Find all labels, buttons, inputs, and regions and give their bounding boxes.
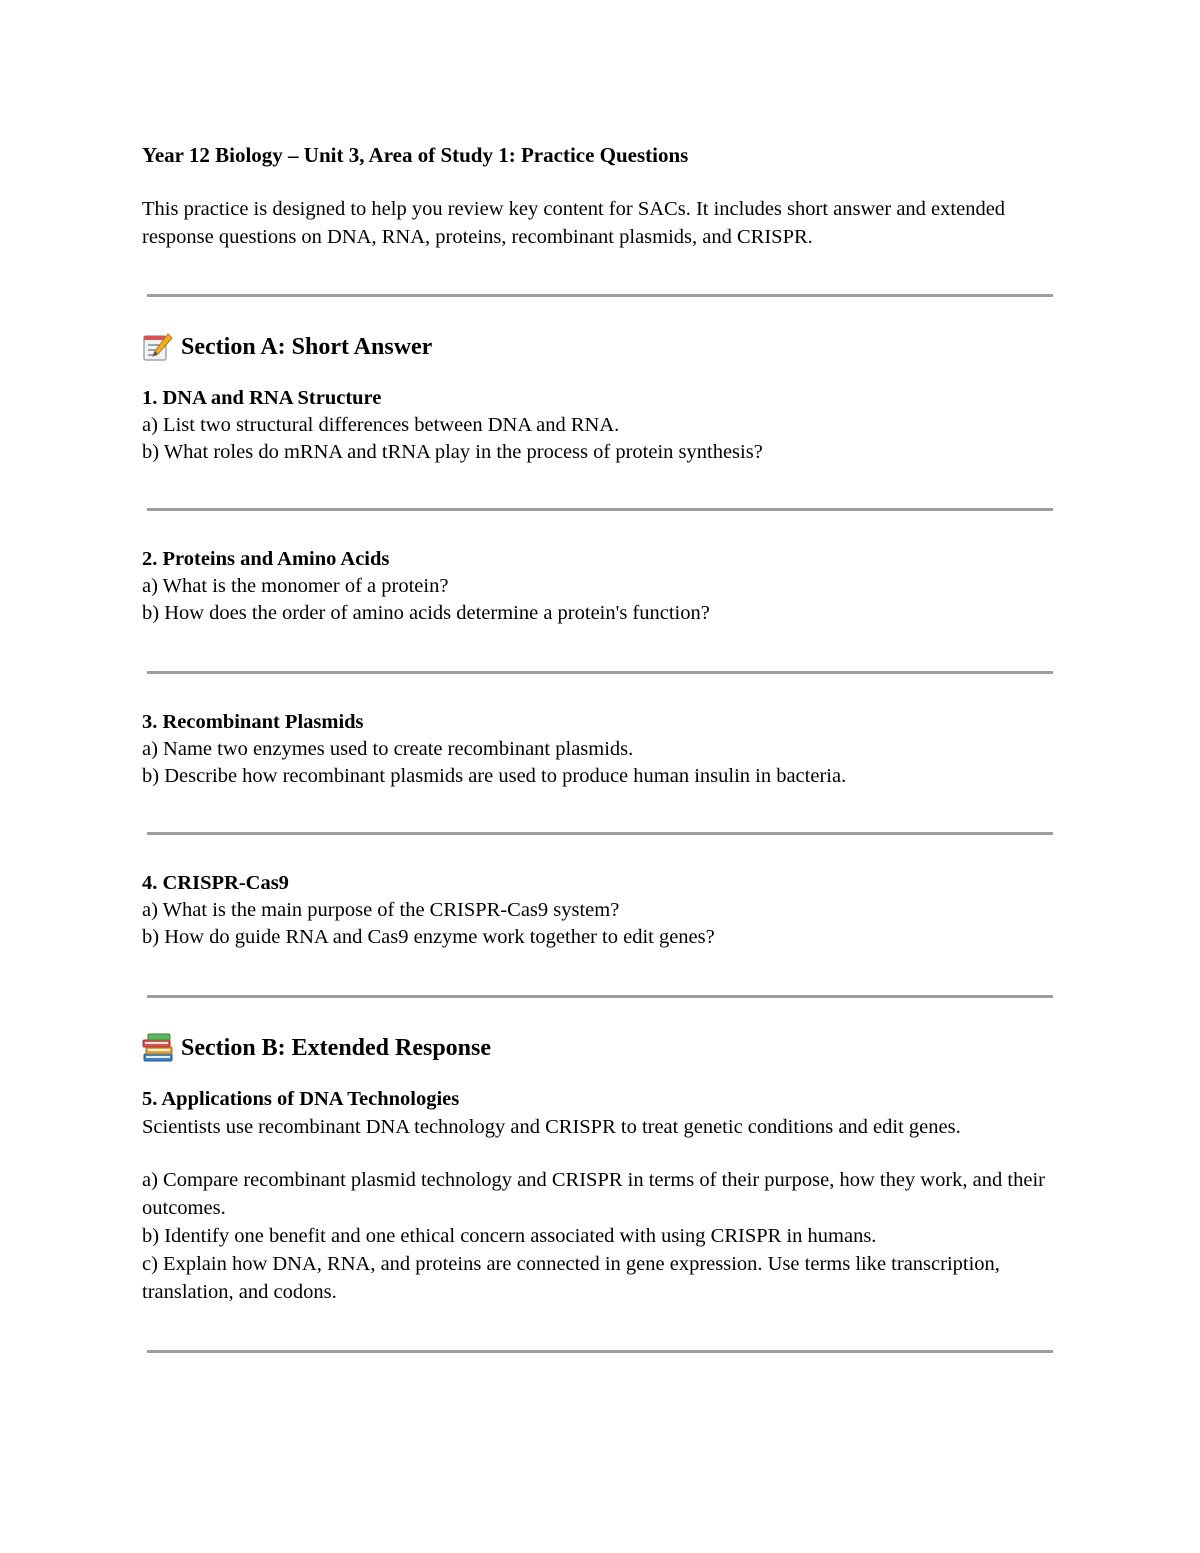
question-title: 4. CRISPR-Cas9 [142,872,289,894]
section-b-heading [142,1032,1054,1064]
horizontal-rule [147,832,1053,835]
question-4 [142,870,1054,951]
question-part: c) Explain how DNA, RNA, and proteins are connected in gene expression. Use terms like transcription, translation, and codons. [142,1253,1000,1303]
question-title: 1. DNA and RNA Structure [142,387,382,409]
question-part: b) Describe how recombinant plasmids are used to produce human insulin in bacteria. [142,765,847,787]
question-part: b) How do guide RNA and Cas9 enzyme work together to edit genes? [142,926,715,948]
section-a-heading [142,331,1054,363]
horizontal-rule [147,671,1053,674]
document-intro: This practice is designed to help you review key content for SACs. It includes short answer and extended response questions on DNA, RNA, proteins, recombinant plasmids, and CRISPR. [142,198,1006,248]
question-3 [142,709,1054,790]
horizontal-rule [147,294,1053,297]
document-page [142,140,1054,1353]
question-5 [142,1086,1054,1306]
question-part: b) How does the order of amino acids determine a protein's function? [142,602,710,624]
question-part: b) Identify one benefit and one ethical concern associated with using CRISPR in humans. [142,1225,877,1247]
horizontal-rule [147,995,1053,998]
horizontal-rule [147,508,1053,511]
question-part: a) Compare recombinant plasmid technology and CRISPR in terms of their purpose, how they work, and their outcomes. [142,1169,1045,1219]
question-stem: Scientists use recombinant DNA technology and CRISPR to treat genetic conditions and edit genes. [142,1116,961,1138]
document-title: Year 12 Biology – Unit 3, Area of Study 1: Practice Questions [142,143,689,167]
memo-icon [142,332,174,362]
question-1 [142,385,1054,466]
horizontal-rule [147,1350,1053,1353]
question-title: 3. Recombinant Plasmids [142,711,364,733]
question-2 [142,546,1054,627]
question-title: 2. Proteins and Amino Acids [142,548,390,570]
question-part: b) What roles do mRNA and tRNA play in the process of protein synthesis? [142,441,763,463]
question-title: 5. Applications of DNA Technologies [142,1088,460,1110]
question-part: a) What is the main purpose of the CRISPR-Cas9 system? [142,899,620,921]
question-part: a) What is the monomer of a protein? [142,575,449,597]
section-a-heading-text: Section A: Short Answer [181,334,433,360]
question-part: a) List two structural differences between DNA and RNA. [142,414,620,436]
section-b-heading-text: Section B: Extended Response [181,1035,492,1061]
question-part: a) Name two enzymes used to create recombinant plasmids. [142,738,634,760]
books-icon [142,1033,174,1063]
